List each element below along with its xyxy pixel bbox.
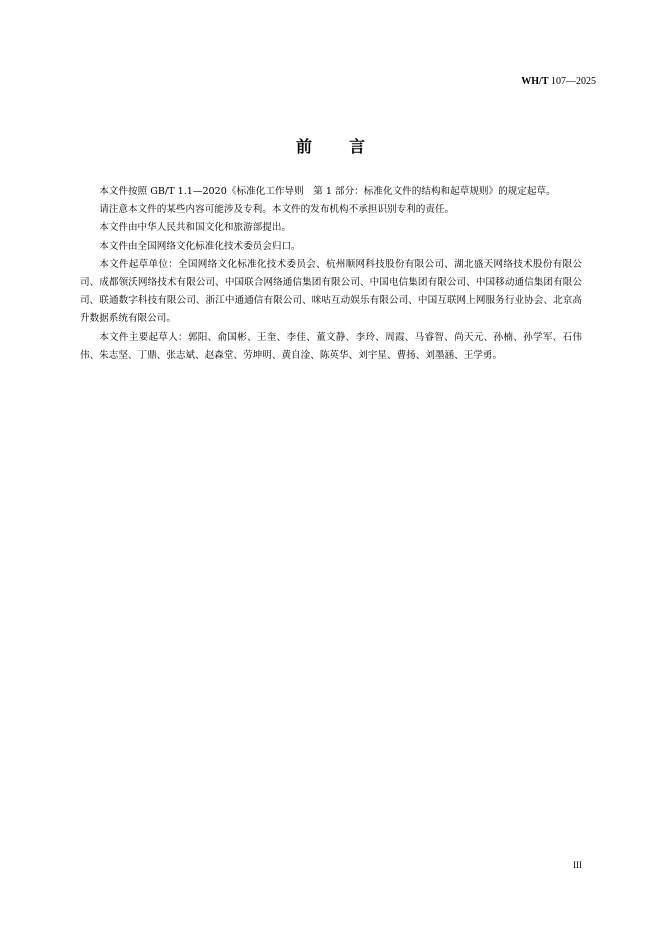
title-part-1: 前: [295, 137, 313, 156]
paragraph-main-drafters: 本文件主要起草人：郭阳、俞国彬、王奎、李佳、董文静、李玲、周霞、马睿智、尚天元、孙楠、孙学军、石伟伟、朱志坚、丁鼎、张志斌、赵森堂、劳坤明、黄自淦、陈英华、刘宇星、曹扬、刘墨涵、王学勇。: [80, 331, 582, 361]
paragraph-patent-notice: 请注意本文件的某些内容可能涉及专利。本文件的发布机构不承担识别专利的责任。: [99, 204, 455, 216]
page-title: [0, 134, 662, 157]
preface-body: [80, 183, 582, 365]
standard-code: [521, 76, 596, 87]
paragraph-proposed-by: 本文件由中华人民共和国文化和旅游部提出。: [99, 222, 292, 234]
standard-number: 107—2025: [548, 76, 596, 87]
paragraph-centralized-by: 本文件由全国网络文化标准化技术委员会归口。: [99, 240, 301, 252]
paragraph-drafting-rules: 本文件按照 GB/T 1.1—2020《标准化工作导则 第 1 部分：标准化文件的结构和起草规则》的规定起草。: [99, 186, 556, 197]
title-part-2: 言: [349, 137, 367, 156]
page-number: III: [573, 860, 582, 870]
paragraph-drafting-units: 本文件起草单位：全国网络文化标准化技术委员会、杭州顺网科技股份有限公司、湖北盛天网络技术股份有限公司、成都领沃网络技术有限公司、中国联合网络通信集团有限公司、中国电信集团有限公司、中国移动通信集团有限公司、联通数字科技有限公司、浙江中通通信有限公司、咪咕互动娱乐有限公司、中国互联网上网服务行业协会、北京高升数据系统有限公司。: [80, 258, 582, 325]
standard-prefix: WH/T: [521, 76, 549, 87]
